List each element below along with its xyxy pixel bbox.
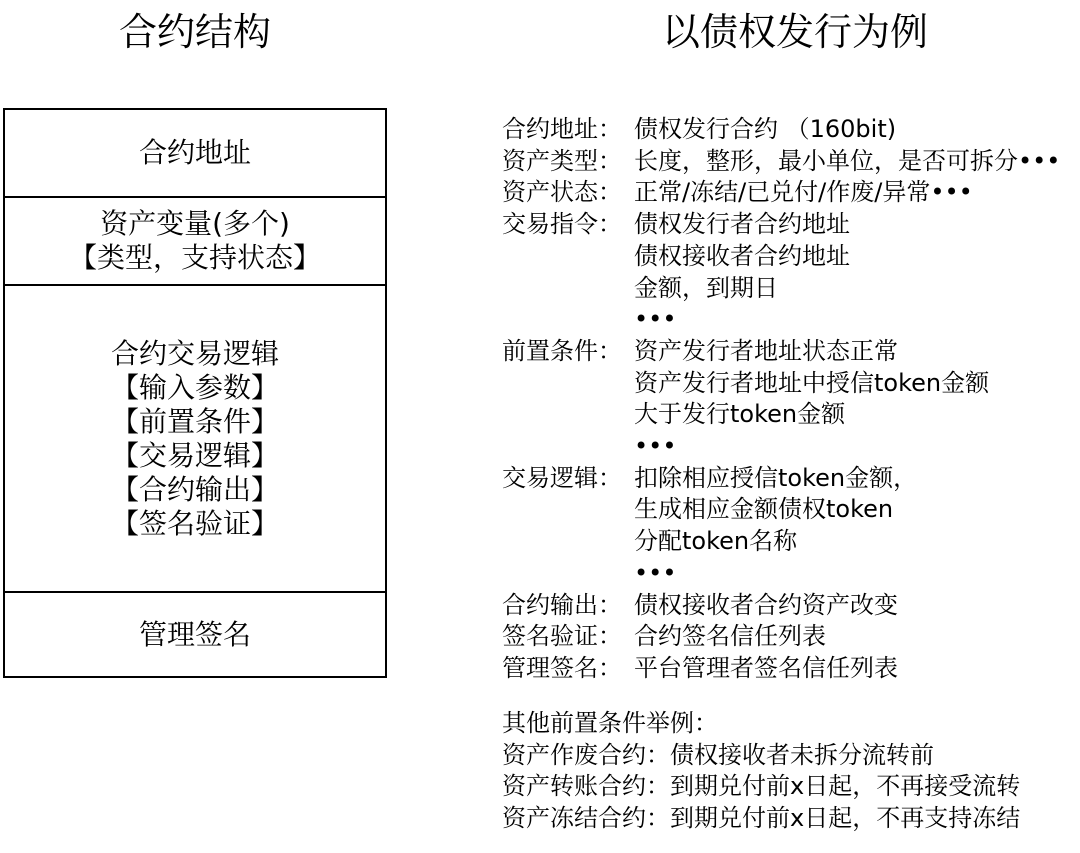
example-value: 债权接收者合约地址	[634, 241, 850, 270]
example-value: 分配token名称	[634, 527, 798, 556]
structure-section-logic	[5, 284, 385, 591]
example-value: 资产发行者地址状态正常	[634, 336, 898, 365]
structure-section-assets	[5, 196, 385, 284]
example-value: •••	[634, 432, 677, 461]
example-value: 合约签名信任列表	[634, 622, 826, 651]
other-example-item: 资产作废合约：债权接收者未拆分流转前	[502, 740, 934, 769]
example-label: 前置条件：	[502, 336, 622, 365]
structure-assets-line: 资产变量(多个)	[100, 207, 290, 240]
example-row-asset-status	[502, 177, 1060, 209]
example-value: 正常/冻结/已兑付/作废/异常•••	[634, 178, 973, 207]
example-row-precondition	[502, 336, 1060, 463]
other-example-item: 资产转账合约：到期兑付前x日起，不再接受流转	[502, 772, 1021, 801]
example-value: •••	[634, 305, 677, 334]
structure-section-address	[5, 110, 385, 196]
structure-logic-line: 【输入参数】	[110, 370, 279, 404]
structure-logic-line: 【交易逻辑】	[110, 438, 279, 472]
example-details	[502, 114, 1060, 685]
example-label: 资产状态：	[502, 178, 622, 207]
example-value: •••	[634, 558, 677, 587]
other-example-item: 资产冻结合约：到期兑付前x日起，不再支持冻结	[502, 804, 1021, 833]
bond-example-heading: 以债权发行为例	[661, 10, 928, 54]
example-value: 大于发行token金额	[634, 400, 846, 429]
other-examples	[502, 708, 1020, 835]
example-label: 管理签名：	[502, 653, 622, 682]
structure-section-admin	[5, 591, 385, 676]
example-values	[634, 146, 1060, 178]
example-value: 扣除相应授信token金额，	[634, 463, 918, 492]
example-value: 债权接收者合约资产改变	[634, 590, 898, 619]
example-label: 交易指令：	[502, 210, 622, 239]
example-row-signature	[502, 621, 1060, 653]
example-label: 资产类型：	[502, 146, 622, 175]
example-value: 平台管理者签名信任列表	[634, 653, 898, 682]
structure-logic-line: 【前置条件】	[110, 404, 279, 438]
structure-logic-line: 【签名验证】	[110, 506, 279, 540]
example-values	[634, 590, 898, 622]
example-label: 签名验证：	[502, 622, 622, 651]
example-label: 交易逻辑：	[502, 463, 622, 492]
example-row-asset-type	[502, 146, 1060, 178]
structure-logic-line: 合约交易逻辑	[110, 336, 279, 370]
structure-address-label: 合约地址	[138, 136, 251, 169]
example-value: 债权发行合约 （160bit)	[634, 115, 897, 143]
structure-admin-label: 管理签名	[138, 617, 251, 651]
example-row-address	[502, 114, 1060, 146]
other-examples-title: 其他前置条件举例：	[502, 709, 718, 737]
example-values	[634, 177, 973, 209]
example-row-instruction	[502, 209, 1060, 336]
example-values	[634, 336, 989, 463]
example-row-admin	[502, 653, 1060, 685]
example-value: 金额，到期日	[634, 273, 778, 302]
example-row-logic	[502, 463, 1060, 590]
example-values	[634, 463, 917, 590]
example-label: 合约输出：	[502, 590, 622, 619]
example-value: 债权发行者合约地址	[634, 210, 850, 239]
example-values	[634, 653, 898, 685]
example-row-output	[502, 590, 1060, 622]
example-values	[634, 114, 896, 146]
structure-logic-line: 【合约输出】	[110, 472, 279, 506]
structure-assets-line: 【类型，支持状态】	[68, 241, 321, 274]
example-value: 长度，整形，最小单位，是否可拆分•••	[634, 146, 1061, 175]
example-value: 生成相应金额债权token	[634, 495, 894, 524]
example-label: 合约地址：	[502, 115, 622, 143]
contract-structure-box	[3, 108, 387, 678]
example-values	[634, 621, 826, 653]
contract-structure-heading: 合约结构	[118, 10, 271, 54]
example-value: 资产发行者地址中授信token金额	[634, 368, 990, 397]
example-values	[634, 209, 850, 336]
